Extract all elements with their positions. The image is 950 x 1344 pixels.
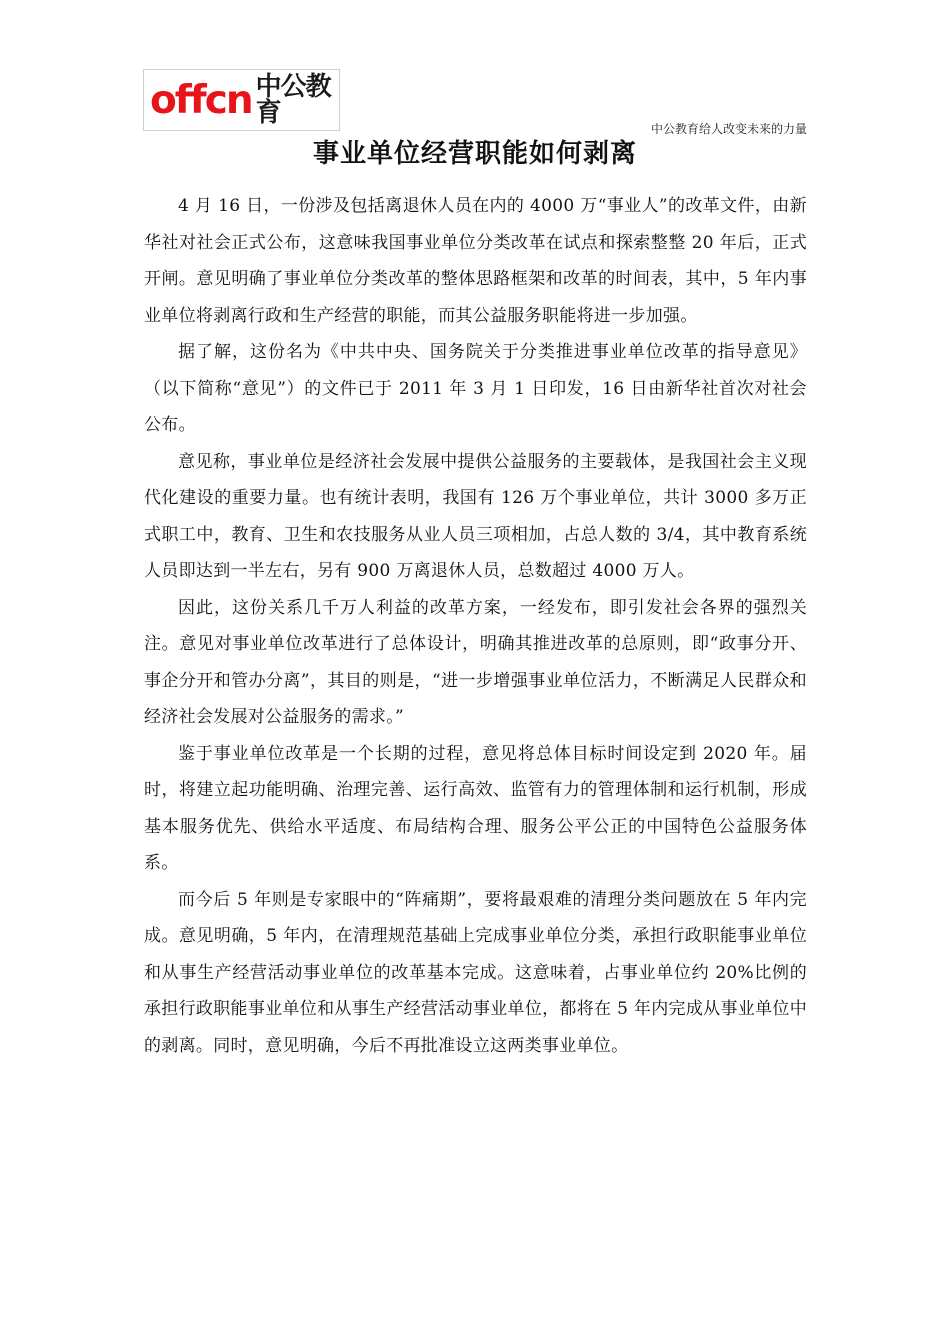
- paragraph: 4 月 16 日，一份涉及包括离退休人员在内的 4000 万“事业人”的改革文件，由新华社对社会正式公布，这意味我国事业单位分类改革在试点和探索整整 20 年后，正式开闸。意见明确了事业单位分类改革的整体思路框架和改革的时间表，其中，5 年内事业单位将剥离行政和生产经营的职能，而其公益服务职能将进一步加强。: [144, 196, 807, 326]
- paragraph: 据了解，这份名为《中共中央、国务院关于分类推进事业单位改革的指导意见》（以下简称“意见”）的文件已于 2011 年 3 月 1 日印发，16 日由新华社首次对社会公布。: [144, 342, 807, 435]
- paragraph: 而今后 5 年则是专家眼中的“阵痛期”，要将最艰难的清理分类问题放在 5 年内完成。意见明确，5 年内，在清理规范基础上完成事业单位分类，承担行政职能事业单位和从事生产经营活动事业单位的改革基本完成。这意味着，占事业单位约 20%比例的承担行政职能事业单位和从事生产经营活动事业单位，都将在 5 年内完成从事业单位中的剥离。同时，意见明确，今后不再批准设立这两类事业单位。: [144, 889, 807, 1056]
- article-body: [144, 188, 807, 1064]
- offcn-logo: [143, 69, 340, 131]
- logo-latin-text: offcn: [150, 77, 252, 123]
- article-title: 事业单位经营职能如何剥离: [312, 139, 637, 169]
- logo-chinese-text: 中公教育: [255, 72, 331, 128]
- paragraph: 意见称，事业单位是经济社会发展中提供公益服务的主要载体，是我国社会主义现代化建设的重要力量。也有统计表明，我国有 126 万个事业单位，共计 3000 多万正式职工中，教育、卫生和农技服务从业人员三项相加，占总人数的 3/4，其中教育系统人员即达到一半左右，另有 900 万离退休人员，总数超过 4000 万人。: [144, 451, 807, 581]
- header-slogan: 中公教育给人改变未来的力量: [650, 122, 807, 136]
- paragraph: 鉴于事业单位改革是一个长期的过程，意见将总体目标时间设定到 2020 年。届时，将建立起功能明确、治理完善、运行高效、监管有力的管理体制和运行机制，形成基本服务优先、供给水平适度、布局结构合理、服务公平公正的中国特色公益服务体系。: [144, 743, 807, 873]
- paragraph: 因此，这份关系几千万人利益的改革方案，一经发布，即引发社会各界的强烈关注。意见对事业单位改革进行了总体设计，明确其推进改革的总原则，即“政事分开、事企分开和管办分离”，其目的则是，“进一步增强事业单位活力，不断满足人民群众和经济社会发展对公益服务的需求。”: [144, 597, 807, 727]
